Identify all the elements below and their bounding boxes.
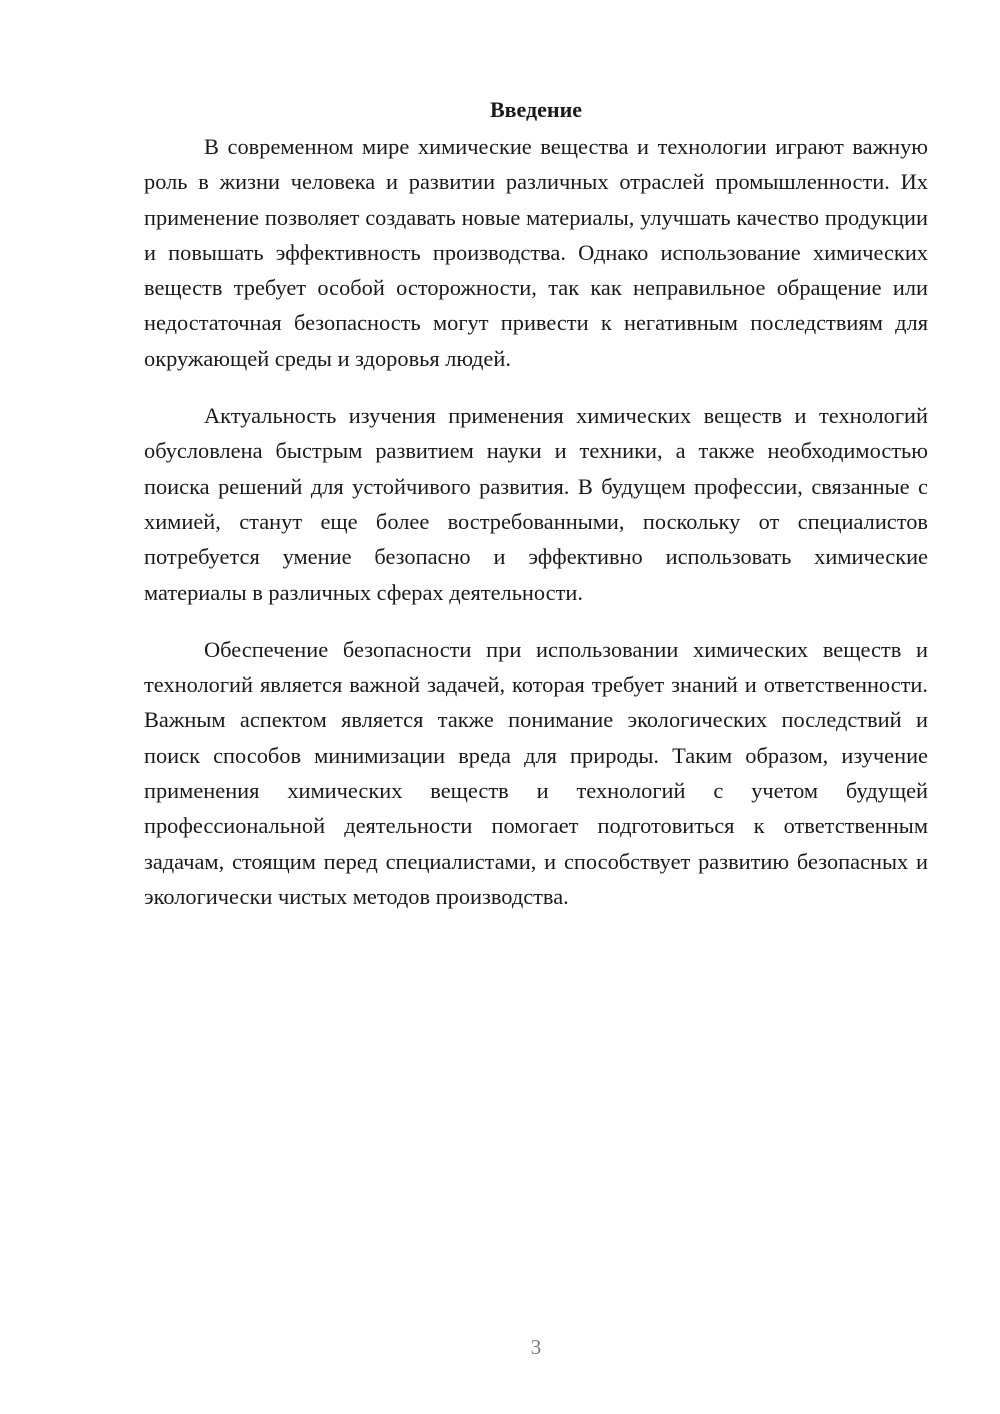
paragraph-1: В современном мире химические вещества и технологии играют важную роль в жизни человека и развитии различных отраслей промышленности. Их применение позволяет создавать новые материалы, улучшать качество продукции и повышать эффективность производства. Однако использование химических веществ требует особой осторожности, так как неправильное обращение или недостаточная безопасность могут привести к негативным последствиям для окружающей среды и здоровья людей. — [144, 134, 928, 371]
page-number: 3 — [530, 1335, 542, 1359]
document-body — [144, 92, 928, 936]
paragraph-2: Актуальность изучения применения химических веществ и технологий обусловлена быстрым развитием науки и техники, а также необходимостью поиска решений для устойчивого развития. В будущем профессии, связанные с химией, станут еще более востребованными, поскольку от специалистов потребуется умение безопасно и эффективно использовать химические материалы в различных сферах деятельности. — [144, 403, 928, 605]
paragraph-3: Обеспечение безопасности при использовании химических веществ и технологий является важной задачей, которая требует знаний и ответственности. Важным аспектом является также понимание экологических последствий и поиск способов минимизации вреда для природы. Таким образом, изучение применения химических веществ и технологий с учетом будущей профессиональной деятельности помогает подготовиться к ответственным задачам, стоящим перед специалистами, и способствует развитию безопасных и экологически чистых методов производства. — [144, 636, 928, 909]
section-title: Введение — [489, 97, 583, 122]
